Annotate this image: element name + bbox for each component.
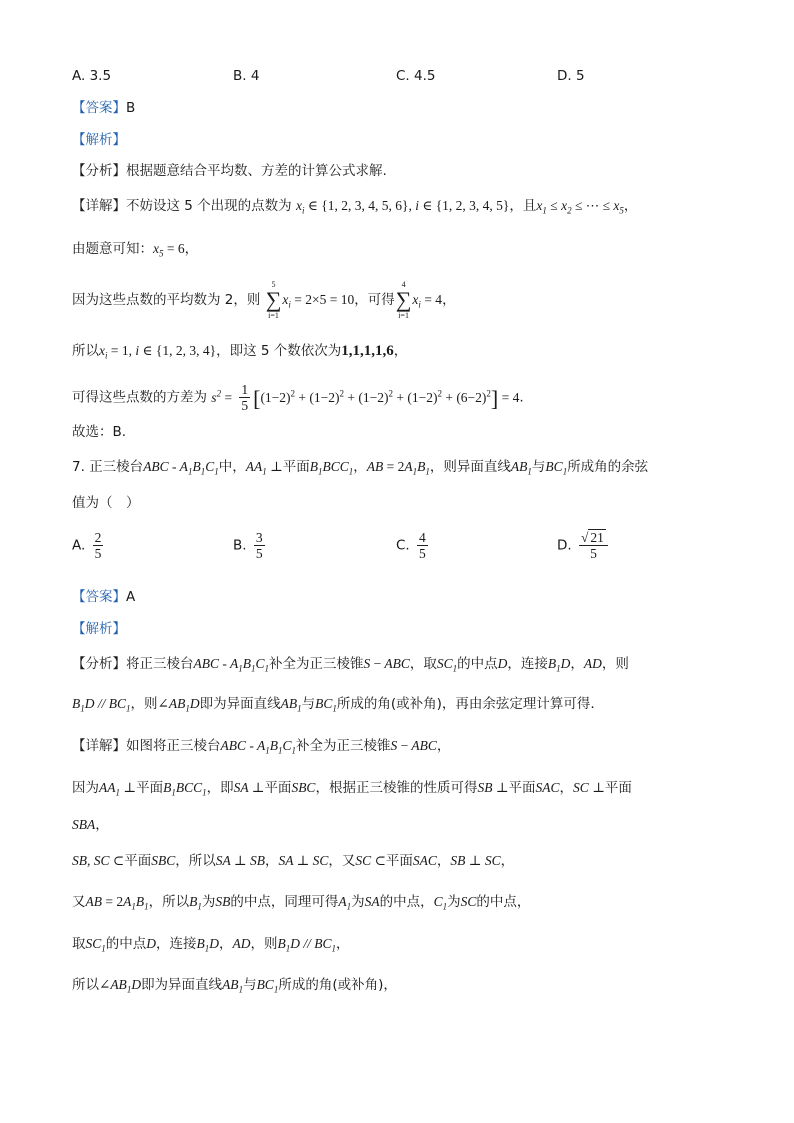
text: 与 xyxy=(301,696,316,712)
q7-stem-line2 xyxy=(72,494,140,512)
text: ，则异面直线 xyxy=(429,459,511,475)
formula: SC xyxy=(460,894,477,909)
formula: SBC xyxy=(291,780,316,795)
formula: SAC xyxy=(535,780,560,795)
formula: $AB_1$ xyxy=(222,977,244,995)
formula: SAC xyxy=(412,853,437,868)
analysis-tag: 【解析】 xyxy=(72,132,126,148)
text: 即为异面直线 xyxy=(199,696,281,712)
q6-fenxi-line xyxy=(72,162,387,180)
text: ，又 xyxy=(328,853,356,869)
formula: $x_5 = 6$ xyxy=(153,241,185,259)
q7-option-d xyxy=(557,530,611,561)
text: 平面 xyxy=(264,780,292,796)
formula: AB = $2A_1B_1$ xyxy=(366,459,430,477)
q6-conclusion xyxy=(72,423,126,441)
text: 中， xyxy=(218,459,246,475)
sum-symbol: 5 ∑ i=1 xyxy=(265,280,282,320)
formula: $BC_1$ xyxy=(545,459,568,477)
numerator: 4 xyxy=(419,530,426,545)
q7-xiangjie-line4: SB, SC ⊂平面SBC，所以SA ⊥ SB，SA ⊥ SC，又SC ⊂平面SAC，SB ⊥ SC， xyxy=(72,853,515,869)
text: ，即 xyxy=(206,780,234,796)
q6-answer-line xyxy=(72,99,135,117)
q6-line3: 因为这些点数的平均数为 2，则 5 ∑ i=1 $x_i = 2\times 5 = 10$，可得 4 ∑ i=1 $x_i = 4$， xyxy=(72,280,456,320)
xiangjie-text-b: ，且 xyxy=(509,198,537,214)
q7-xiangjie-line3 xyxy=(72,816,109,834)
q7-fenxi-line1: 【分析】将正三棱台ABC - $A_1B_1C_1$补全为正三棱锥S − ABC，取$SC_1$的中点D，连接$B_1D$，AD，则 xyxy=(72,656,629,674)
formula: $SC_1$ xyxy=(436,656,458,674)
q7-option-c xyxy=(396,530,431,561)
text: 所以 xyxy=(72,343,99,359)
formula: $x_i = 4$ xyxy=(412,292,443,310)
q7-fenxi-line2 xyxy=(72,695,595,718)
q6-analysis-tag-line xyxy=(72,131,126,149)
formula: SB, SC ⊂ xyxy=(72,853,125,868)
formula: SA ⊥ xyxy=(233,780,265,795)
fraction xyxy=(417,530,428,561)
formula: SA ⊥ SB xyxy=(215,853,265,868)
q7-answer-line xyxy=(72,588,135,606)
q7-number: 7. xyxy=(72,459,85,475)
text: 取 xyxy=(72,936,86,952)
numerator: 2 xyxy=(94,530,102,545)
text: 为 xyxy=(351,894,365,910)
text: 补全为正三棱锥 xyxy=(296,738,391,754)
formula: $B_1$ xyxy=(189,894,202,912)
formula: SA xyxy=(364,894,380,909)
formula: AD xyxy=(232,936,251,951)
fraction xyxy=(579,530,608,561)
text: 所成角的余弦 xyxy=(567,459,649,475)
fenxi-text: 根据题意结合平均数、方差的计算公式求解. xyxy=(126,163,387,179)
formula: $s^2$ = xyxy=(211,388,233,405)
text: 的中点 xyxy=(105,936,147,952)
text: ，所以 xyxy=(175,853,216,869)
q7-xiangjie-line7 xyxy=(72,976,397,999)
formula: S − ABC xyxy=(363,656,410,671)
xiangjie-text: 不妨设这 5 个出现的点数为 xyxy=(126,198,292,214)
q6-line4: 所以$x_i = 1$, i ∈ {1, 2, 3, 4}，即这 5 个数依次为1,1,1,1,6， xyxy=(72,343,408,361)
formula: ABC - $A_1B_1C_1$ xyxy=(143,459,219,477)
q6-option-d: D. 5 xyxy=(557,68,585,84)
formula: SBA xyxy=(72,817,96,832)
text: 将正三棱台 xyxy=(126,656,194,672)
text: 正三棱台 xyxy=(89,459,144,475)
q7-option-a xyxy=(72,530,106,561)
answer-value: B xyxy=(126,100,136,116)
sum-symbol: 4 ∑ i=1 xyxy=(395,280,412,320)
formula: SB xyxy=(215,894,231,909)
label: C. xyxy=(396,537,410,554)
fenxi-tag: 【分析】 xyxy=(72,163,126,179)
formula: $BC_1$ xyxy=(315,696,337,714)
formula: $SC_1$ xyxy=(85,936,106,954)
q7-xiangjie-line5: 又AB = $2A_1B_1$，所以$B_1$为SB的中点，同理可得$A_1$为SA的中点，$C_1$为SC的中点， xyxy=(72,894,531,912)
formula: $B_1D // BC_1$ xyxy=(277,936,337,954)
formula: $B_1D$ xyxy=(196,936,220,954)
formula: $AA_1$ ⊥ xyxy=(99,780,137,798)
text: 为 xyxy=(447,894,461,910)
numerator: 3 xyxy=(255,530,263,545)
text: ，连接 xyxy=(156,936,197,952)
denominator: 5 xyxy=(255,546,263,561)
text: 即为异面直线 xyxy=(141,977,223,993)
text: 的中点， xyxy=(476,894,531,910)
denominator: 5 xyxy=(419,546,426,561)
fraction xyxy=(93,530,104,561)
formula: $C_1$ xyxy=(433,894,448,912)
text: 与 xyxy=(531,459,546,475)
text: 平面 xyxy=(604,780,632,796)
formula: SB ⊥ SC xyxy=(450,853,501,868)
text: 为 xyxy=(201,894,216,910)
formula: $B_1BCC_1$ xyxy=(163,780,207,798)
text: 所成的角(或补角)，再由余弦定理计算可得. xyxy=(336,696,595,712)
q7-xiangjie-line2: 因为$AA_1$ ⊥平面$B_1BCC_1$，即SA ⊥平面SBC，根据正三棱锥的性质可得SB ⊥平面SAC，SC ⊥平面 xyxy=(72,780,632,798)
answer-tag: 【答案】 xyxy=(72,100,126,116)
formula: D xyxy=(146,936,157,951)
text: 的中点，同理可得 xyxy=(230,894,339,910)
formula: $B_1BCC_1$ xyxy=(309,459,354,477)
formula: $x_1 \le x_2$ ≤ ⋯ ≤ $x_5$ xyxy=(536,198,624,216)
formula: $x_i = 1$, i ∈ {1, 2, 3, 4} xyxy=(99,343,217,361)
xiangjie-tag: 【详解】 xyxy=(72,738,126,754)
q7-analysis-tag-line xyxy=(72,620,126,638)
text: ，则 xyxy=(601,656,629,672)
q7-xiangjie-line6: 取$SC_1$的中点D，连接$B_1D$，AD，则$B_1D // BC_1$， xyxy=(72,936,350,954)
formula: $AA_1$ ⊥ xyxy=(245,459,283,477)
denominator: 5 xyxy=(94,546,102,561)
text: 与 xyxy=(243,977,257,993)
text: ，可得 xyxy=(354,292,395,308)
text: 所以 xyxy=(72,977,99,993)
fraction xyxy=(254,530,265,561)
q6-option-a: A. 3.5 xyxy=(72,68,112,84)
text: ，连接 xyxy=(507,656,548,672)
formula: SB ⊥ xyxy=(477,780,509,795)
text: ，取 xyxy=(409,656,437,672)
q7-stem-line1: 7. 正三棱台ABC - $A_1B_1C_1$中，$AA_1$ ⊥平面$B_1BCC_1$，AB = $2A_1B_1$，则异面直线$AB_1$与$BC_1$所成角的余弦 xyxy=(72,459,649,477)
numerator: √ 21 xyxy=(579,530,608,546)
formula: SBC xyxy=(151,853,176,868)
fenxi-tag: 【分析】 xyxy=(72,656,126,672)
text: ，即这 5 个数依次为 xyxy=(216,343,342,359)
formula: ABC - $A_1B_1C_1$ xyxy=(193,656,270,674)
text: 的中点 xyxy=(457,656,498,672)
text: 故选：B. xyxy=(72,424,127,440)
q6-line5: 可得这些点数的方差为 $s^2$ = $\frac{1}{5}$ $[(1-2)^2 + (1-2)^2 + (1-2)^2 + (1-2)^2 + (6-2)^2] = 4$. xyxy=(72,382,524,413)
q7-xiangjie-line1: 【详解】如图将正三棱台ABC - $A_1B_1C_1$补全为正三棱锥S − ABC， xyxy=(72,738,451,756)
text: 所成的角(或补角)， xyxy=(278,977,397,993)
formula: $\angle AB_1D$ xyxy=(157,696,200,714)
answer-tag: 【答案】 xyxy=(72,589,126,605)
formula: $x_i = 2\times 5 = 10$ xyxy=(282,292,355,310)
q6-option-b: B. 4 xyxy=(233,68,260,84)
variance-expression: $[(1-2)^2 + (1-2)^2 + (1-2)^2 + (1-2)^2 + (6-2)^2] = 4$ xyxy=(253,385,520,411)
fraction: $\frac{1}{5}$ xyxy=(241,382,249,413)
label: A. xyxy=(72,537,86,554)
formula: S − ABC xyxy=(390,738,437,753)
formula: SC ⊥ xyxy=(573,780,605,795)
formula: SC ⊂ xyxy=(355,853,386,868)
text: 因为这些点数的平均数为 2，则 xyxy=(72,292,261,308)
text: ， xyxy=(95,817,109,833)
q6-line2: 由题意可知：$x_5 = 6$， xyxy=(72,241,199,259)
formula: $AB_1$ xyxy=(510,459,532,477)
q6-option-c: C. 4.5 xyxy=(396,68,436,84)
text: 平面 xyxy=(508,780,536,796)
formula: $x_i$ ∈ {1, 2, 3, 4, 5, 6}, i ∈ {1, 2, 3, 4, 5} xyxy=(295,198,510,216)
formula: $B_1D$ xyxy=(547,656,571,674)
text: 又 xyxy=(72,894,86,910)
numbers: 1,1,1,1,6 xyxy=(341,343,394,359)
denominator: 5 xyxy=(590,546,597,561)
text: ，则 xyxy=(130,696,158,712)
formula: D xyxy=(497,656,508,671)
text: ，根据正三棱锥的性质可得 xyxy=(315,780,478,796)
radicand: 21 xyxy=(590,530,604,545)
formula: AB = $2A_1B_1$ xyxy=(85,894,149,912)
text: 平面 xyxy=(136,780,164,796)
answer-value: A xyxy=(126,589,136,605)
text: 平面 xyxy=(124,853,152,869)
text: 如图将正三棱台 xyxy=(126,738,221,754)
label: D. xyxy=(557,537,572,554)
text: 的中点 xyxy=(379,894,421,910)
q6-xiangjie-line: 【详解】不妨设这 5 个出现的点数为 $x_i$ ∈ {1, 2, 3, 4, 5, 6}, i ∈ {1, 2, 3, 4, 5}，且$x_1 \le x_2$ ≤ ⋯ ≤ $x_5$， xyxy=(72,198,638,216)
formula: $AB_1$ xyxy=(280,696,302,714)
formula: $BC_1$ xyxy=(256,977,279,995)
formula: ABC - $A_1B_1C_1$ xyxy=(220,738,297,756)
text: 平面 xyxy=(385,853,413,869)
formula: $B_1D // BC_1$ xyxy=(72,696,131,714)
label: B. xyxy=(233,537,247,554)
formula: AD xyxy=(583,656,602,671)
xiangjie-tag: 【详解】 xyxy=(72,198,126,214)
analysis-tag: 【解析】 xyxy=(72,621,126,637)
text: 补全为正三棱锥 xyxy=(269,656,364,672)
text: 因为 xyxy=(72,780,99,796)
q7-option-b xyxy=(233,530,268,561)
text: ，所以 xyxy=(148,894,190,910)
text: 平面 xyxy=(282,459,310,475)
text: ，则 xyxy=(250,936,278,952)
text: 可得这些点数的方差为 xyxy=(72,389,207,406)
formula: $A_1$ xyxy=(338,894,352,912)
text: 值为（ ） xyxy=(72,495,140,511)
formula: $\angle AB_1D$ xyxy=(99,977,142,995)
formula: SA ⊥ SC xyxy=(278,853,329,868)
text: 由题意可知： xyxy=(72,241,153,257)
